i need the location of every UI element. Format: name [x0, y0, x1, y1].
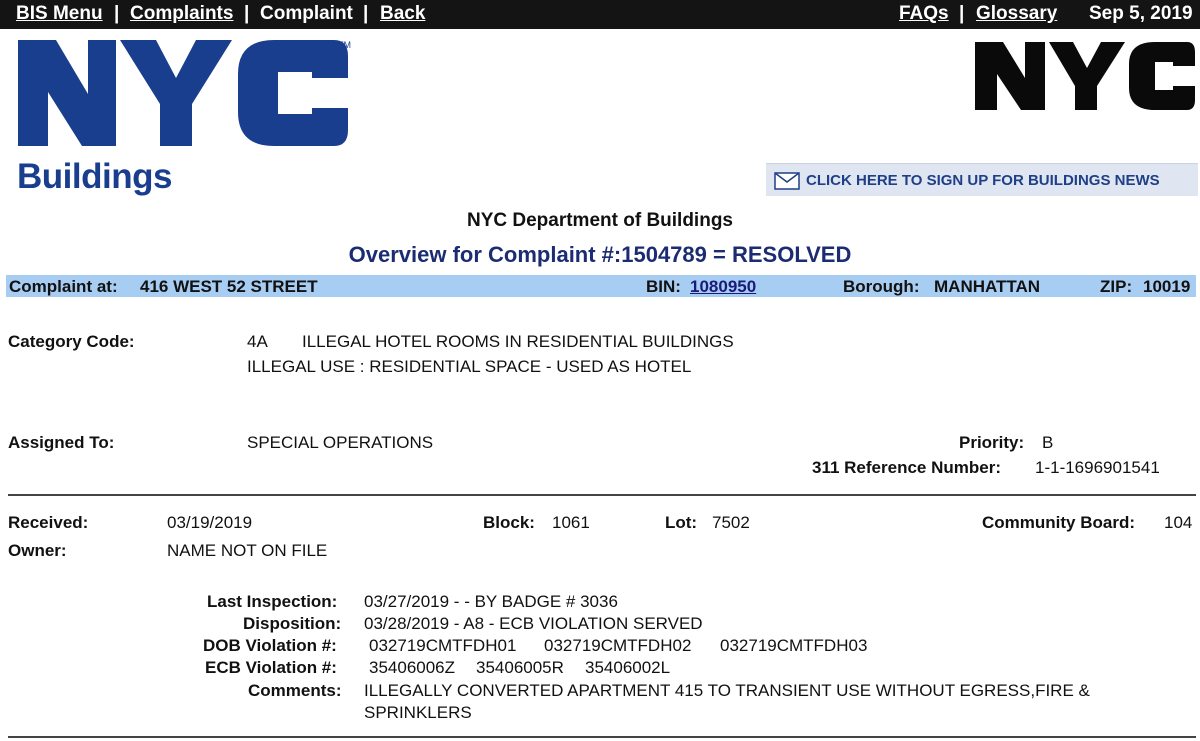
nav-complaint-current: Complaint: [260, 3, 353, 24]
owner-value: NAME NOT ON FILE: [167, 541, 328, 560]
category-code: 4A: [247, 332, 268, 351]
assigned-to-label: Assigned To:: [8, 433, 115, 452]
assigned-to-value: SPECIAL OPERATIONS: [247, 433, 434, 452]
department-title: NYC Department of Buildings: [466, 210, 733, 231]
dob-violation-label: DOB Violation #:: [203, 636, 337, 655]
owner-label: Owner:: [8, 541, 67, 560]
ecb-violation-number: 35406006Z: [369, 658, 456, 677]
category-detail: ILLEGAL USE : RESIDENTIAL SPACE - USED AS HOTEL: [247, 357, 692, 376]
nav-separator: |: [363, 3, 369, 24]
news-signup-text: CLICK HERE TO SIGN UP FOR BUILDINGS NEWS: [806, 172, 1160, 189]
dob-violation-number: 032719CMTFDH01: [369, 636, 517, 655]
nav-faqs-link[interactable]: FAQs: [899, 3, 949, 24]
dob-violation-number: 032719CMTFDH03: [720, 636, 868, 655]
nyc-logo-right[interactable]: [973, 38, 1198, 119]
reference-number-value: 1-1-1696901541: [1035, 458, 1160, 477]
svg-text:TM: TM: [338, 40, 351, 50]
nav-bis-menu-link[interactable]: BIS Menu: [16, 3, 103, 24]
category-code-label: Category Code:: [8, 332, 135, 351]
lot-value: 7502: [712, 513, 750, 532]
complaint-status: RESOLVED: [731, 242, 852, 267]
overview-prefix: Overview for Complaint #:1504789 =: [348, 242, 732, 267]
nyc-logo-black-graphic: [973, 38, 1198, 114]
section-divider: [8, 494, 1196, 496]
nav-back-link[interactable]: Back: [380, 3, 426, 24]
dob-violation-number: 032719CMTFDH02: [544, 636, 692, 655]
complaint-address-bar: [6, 275, 1196, 297]
reference-number-label: 311 Reference Number:: [812, 458, 1001, 477]
complaint-overview-title: [0, 242, 1200, 268]
disposition-label: Disposition:: [243, 614, 342, 633]
received-value: 03/19/2019: [167, 513, 253, 532]
lot-label: Lot:: [665, 513, 698, 532]
comments-line-2: SPRINKLERS: [364, 703, 472, 722]
community-board-label: Community Board:: [982, 513, 1135, 532]
priority-label: Priority:: [959, 433, 1025, 452]
borough-label: Borough:: [843, 277, 920, 296]
block-label: Block:: [483, 513, 535, 532]
received-label: Received:: [8, 513, 89, 532]
nav-separator: |: [959, 3, 965, 24]
community-board-value: 104: [1164, 513, 1193, 532]
ecb-violation-number: 35406002L: [585, 658, 671, 677]
nav-separator: |: [114, 3, 120, 24]
comments-line-1: ILLEGALLY CONVERTED APARTMENT 415 TO TRANSIENT USE WITHOUT EGRESS,FIRE &: [364, 681, 1090, 700]
disposition-value: 03/28/2019 - A8 - ECB VIOLATION SERVED: [364, 614, 703, 633]
nyc-buildings-logo[interactable]: [16, 38, 352, 155]
comments-label: Comments:: [248, 681, 342, 700]
borough-value: MANHATTAN: [934, 277, 1041, 296]
ecb-violation-label: ECB Violation #:: [205, 658, 337, 677]
zip-value: 10019: [1143, 277, 1191, 296]
complaint-address: 416 WEST 52 STREET: [140, 277, 318, 296]
buildings-wordmark: Buildings: [17, 157, 172, 196]
last-inspection-value: 03/27/2019 - - BY BADGE # 3036: [364, 592, 618, 611]
nav-separator: |: [244, 3, 250, 24]
zip-label: ZIP:: [1100, 277, 1133, 296]
nav-date: Sep 5, 2019: [1089, 3, 1193, 24]
bin-label: BIN:: [646, 277, 681, 296]
nyc-logo-graphic: [16, 38, 352, 150]
top-nav-bar: [0, 0, 1200, 29]
nav-complaints-link[interactable]: Complaints: [130, 3, 234, 24]
envelope-icon: [774, 172, 800, 195]
priority-value: B: [1042, 433, 1054, 452]
bin-link[interactable]: 1080950: [690, 277, 757, 296]
complaint-at-label: Complaint at:: [9, 277, 118, 296]
block-value: 1061: [552, 513, 590, 532]
ecb-violation-number: 35406005R: [476, 658, 564, 677]
nav-glossary-link[interactable]: Glossary: [976, 3, 1058, 24]
section-divider: [8, 736, 1196, 738]
last-inspection-label: Last Inspection:: [207, 592, 338, 611]
category-description: ILLEGAL HOTEL ROOMS IN RESIDENTIAL BUILDINGS: [302, 332, 734, 351]
buildings-news-signup-banner[interactable]: [766, 163, 1198, 196]
